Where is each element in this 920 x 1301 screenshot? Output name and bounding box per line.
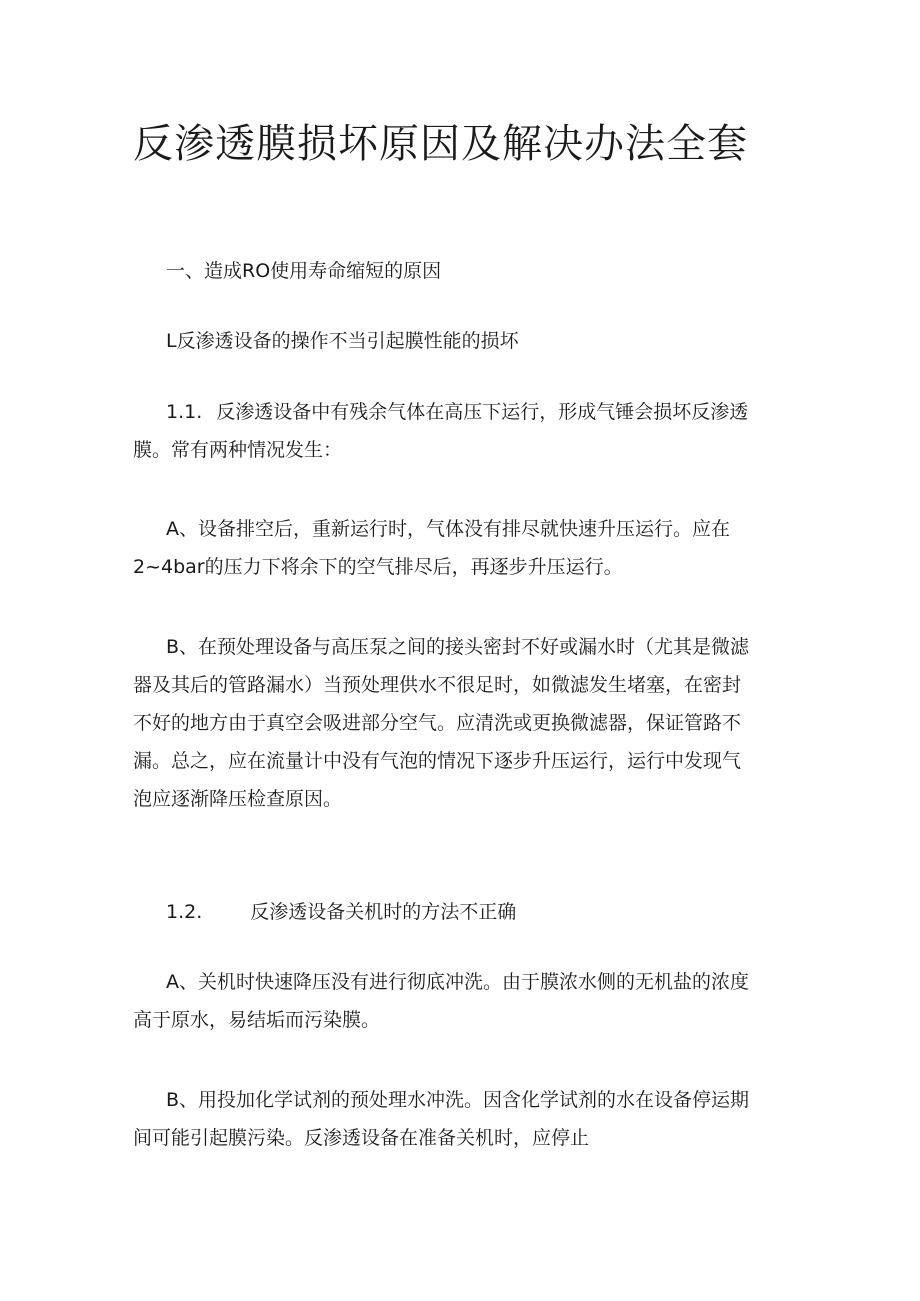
paragraph-line: A、关机时快速降压没有进行彻底冲洗。由于膜浓水侧的无机盐的浓度: [166, 971, 749, 993]
paragraph-1-1: [133, 393, 793, 469]
section-heading: [133, 252, 793, 290]
paragraph-line: B、用投加化学试剂的预处理水冲洗。因含化学试剂的水在设备停运期: [166, 1089, 750, 1111]
paragraph-text: 反渗透设备关机时的方法不正确: [250, 901, 517, 923]
paragraph-1-1-b: [133, 628, 793, 818]
paragraph-line: A、设备排空后，重新运行时，气体没有排尽就快速升压运行。应在: [166, 518, 730, 540]
section-heading-text: 一、造成RO使用寿命缩短的原因: [166, 260, 442, 282]
paragraph-1-1-a: [133, 510, 793, 586]
paragraph-1-2: [133, 893, 793, 931]
subsection-heading-text: L反渗透设备的操作不当引起膜性能的损坏: [166, 330, 519, 352]
document-title: 反渗透膜损坏原因及解决办法全套: [133, 121, 748, 167]
paragraph-line: [133, 893, 793, 931]
paragraph-line: B、在预处理设备与高压泵之间的接头密封不好或漏水时（尤其是微滤: [166, 636, 750, 658]
paragraph-line: 漏。总之，应在流量计中没有气泡的情况下逐步升压运行，运行中发现气: [133, 750, 742, 772]
paragraph-1-2-a: [133, 963, 793, 1039]
paragraph-line: [133, 393, 793, 431]
item-number: 1.2.: [166, 901, 203, 923]
paragraph-1-2-b: [133, 1081, 793, 1157]
paragraph-line: 器及其后的管路漏水）当预处理供水不很足时，如微滤发生堵塞，在密封: [133, 674, 742, 696]
subsection-heading: [133, 322, 793, 360]
paragraph-line: 泡应逐渐降压检查原因。: [133, 788, 343, 810]
paragraph-line: 间可能引起膜污染。反渗透设备在准备关机时，应停止: [133, 1127, 590, 1149]
paragraph-line: 高于原水，易结垢而污染膜。: [133, 1009, 381, 1031]
paragraph-line: 膜。常有两种情况发生：: [133, 439, 343, 461]
paragraph-text: 反渗透设备中有残余气体在高压下运行，形成气锤会损坏反渗透: [216, 401, 749, 423]
paragraph-line: 不好的地方由于真空会吸进部分空气。应清洗或更换微滤器，保证管路不: [133, 712, 742, 734]
item-number: 1.1.: [166, 401, 203, 423]
paragraph-line: 2~4bar的压力下将余下的空气排尽后，再逐步升压运行。: [133, 556, 623, 578]
